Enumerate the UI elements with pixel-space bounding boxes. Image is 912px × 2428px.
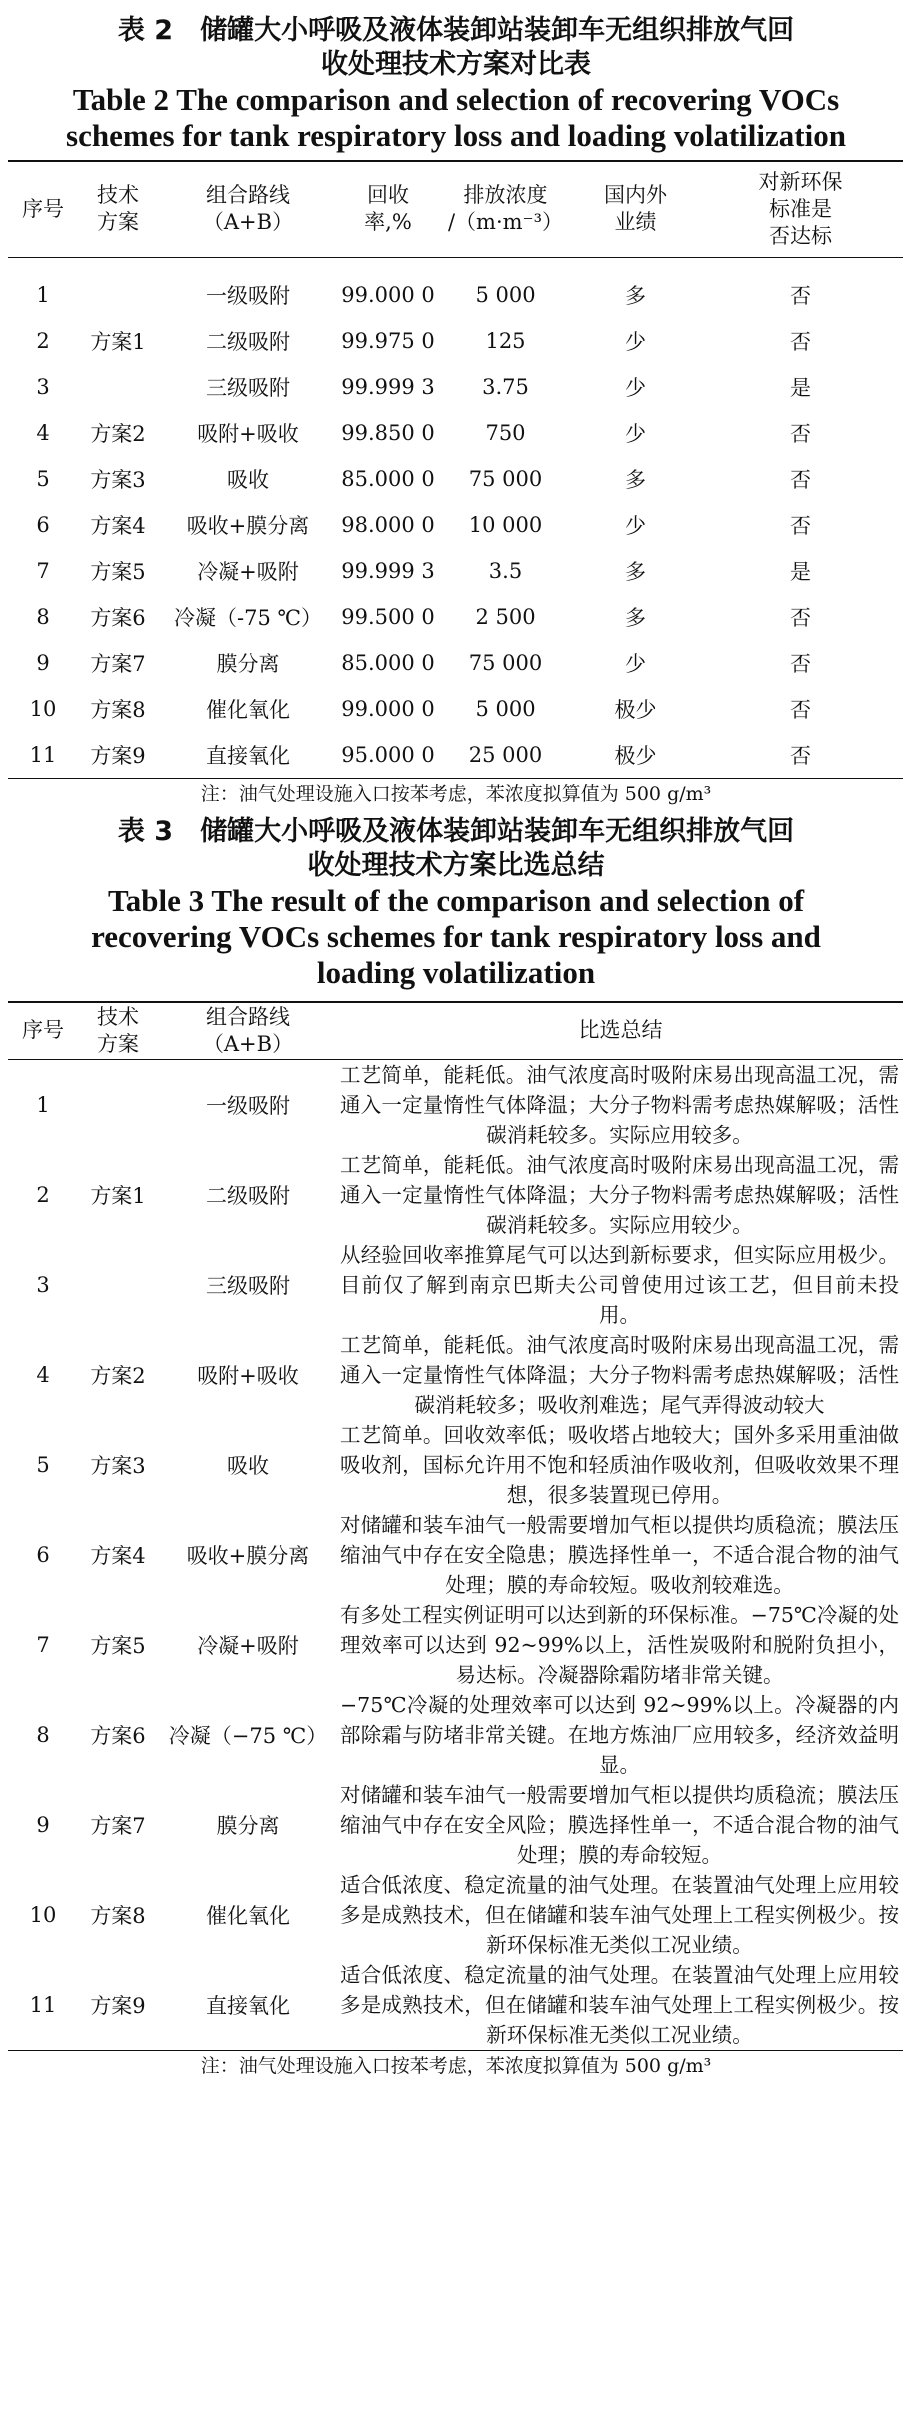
- table2-cell-scheme: [78, 257, 158, 318]
- table2-header-emission: 排放浓度 /（m·m⁻³）: [438, 161, 573, 257]
- table3-cell-summary: 对储罐和装车油气一般需要增加气柜以提供均质稳流；膜法压缩油气中存在安全风险；膜选择性单一，不适合混合物的油气处理；膜的寿命较短。: [340, 1783, 899, 1867]
- table2-cell-concentration: 75 000: [468, 650, 543, 675]
- table2-note: 注：油气处理设施入口按苯考虑，苯浓度拟算值为 500 g/m³: [200, 782, 712, 805]
- table2-cell-standard: 否: [698, 732, 903, 779]
- table2-row: [8, 257, 903, 318]
- table3-cell-summary: 从经验回收率推算尾气可以达到新标要求，但实际应用极少。目前仅了解到南京巴斯夫公司曾使用过该工艺，但目前未投用。: [340, 1243, 899, 1327]
- table3-cell-route: 一级吸附: [206, 1094, 290, 1118]
- table2-cell-scheme: 方案8: [90, 697, 146, 722]
- table3-cell-summary: −75℃冷凝的处理效率可以达到 92~99%以上。冷凝器的内部除霜与防堵非常关键。在地方炼油厂应用较多，经济效益明显。: [340, 1693, 899, 1777]
- table2-cell-standard: 否: [790, 651, 811, 676]
- table2-cell-performance: 多: [625, 605, 646, 630]
- table2-cell-rate: 95.000 0: [338, 732, 438, 779]
- table2-row: [8, 456, 903, 502]
- table2-row: [8, 548, 903, 594]
- table3-cell-summary: 适合低浓度、稳定流量的油气处理。在装置油气处理上应用较多是成熟技术，但在储罐和装车油气处理上工程实例极少。按新环保标准无类似工况业绩。: [338, 1960, 903, 2051]
- table2-cell-scheme: 方案3: [90, 467, 146, 492]
- table3-cell-summary: 工艺简单，能耗低。油气浓度高时吸附床易出现高温工况，需通入一定量惰性气体降温；大分子物料需考虑热媒解吸；活性碳消耗较多。实际应用较少。: [340, 1153, 899, 1237]
- table3-cell-route: 吸收: [227, 1454, 269, 1478]
- table2-cell-scheme: 方案2: [90, 421, 146, 446]
- table2-cell-no: 11: [8, 732, 78, 779]
- table2-cell-route: 直接氧化: [158, 732, 338, 779]
- table2-cell-performance: 极少: [573, 732, 698, 779]
- table3-cell-scheme: [78, 1240, 158, 1330]
- table3-cell-route: 冷凝（−75 ℃）: [168, 1724, 328, 1748]
- table2-cell-rate: 99.999 3: [341, 374, 435, 399]
- table3-cell-no: 5: [36, 1453, 50, 1477]
- table3-cell-scheme: 方案9: [78, 1960, 158, 2051]
- table3-note: 注：油气处理设施入口按苯考虑，苯浓度拟算值为 500 g/m³: [200, 2055, 712, 2077]
- table2-cell-rate: 85.000 0: [341, 466, 435, 491]
- table2-cell-performance: 少: [625, 375, 646, 400]
- table2-cell-rate: 98.000 0: [341, 512, 435, 537]
- table2-cell-scheme: 方案5: [90, 559, 146, 584]
- table2-title-en-line2: schemes for tank respiratory loss and loading volatilization: [66, 118, 846, 153]
- table2-cell-concentration: 10 000: [468, 512, 543, 537]
- table2-caption: [0, 0, 912, 154]
- table3-cell-summary: 对储罐和装车油气一般需要增加气柜以提供均质稳流；膜法压缩油气中存在安全隐患；膜选择性单一，不适合混合物的油气处理；膜的寿命较短。吸收剂较难选。: [340, 1513, 899, 1597]
- table3-cell-summary: 有多处工程实例证明可以达到新的环保标准。−75℃冷凝的处理效率可以达到 92~99%以上，活性炭吸附和脱附负担小，易达标。冷凝器除霜防堵非常关键。: [340, 1603, 899, 1687]
- table2-cell-performance: 少: [625, 651, 646, 676]
- table3-caption: [0, 811, 912, 991]
- table2-cell-concentration: 5 000: [475, 282, 536, 307]
- table2-cell-no: 9: [36, 650, 50, 675]
- table3-cell-summary: 工艺简单，能耗低。油气浓度高时吸附床易出现高温工况，需通入一定量惰性气体降温；大分子物料需考虑热媒解吸；活性碳消耗较多。实际应用较多。: [340, 1063, 899, 1147]
- table3-row: [8, 1150, 903, 1240]
- table3-cell-route: 直接氧化: [158, 1960, 338, 2051]
- table2-row: [8, 594, 903, 640]
- table3-cell-no: 3: [36, 1273, 50, 1297]
- table3-cell-route: 三级吸附: [206, 1274, 290, 1298]
- table2-cell-scheme: 方案1: [90, 329, 146, 354]
- table3-title-cn-line2: 收处理技术方案比选总结: [307, 849, 605, 881]
- table2-cell-no: 6: [36, 512, 50, 537]
- table3-header-no: 序号: [8, 1002, 78, 1060]
- table3-title-en-line3: loading volatilization: [316, 954, 596, 990]
- table2-cell-no: 2: [36, 328, 50, 353]
- table3-cell-route: 催化氧化: [206, 1904, 290, 1928]
- table2-cell-route: 吸附+吸收: [197, 421, 299, 446]
- table2-cell-standard: 否: [790, 329, 811, 354]
- table3-row: [8, 1060, 903, 1151]
- table2-cell-no: 4: [36, 420, 50, 445]
- table2-cell-performance: 多: [625, 559, 646, 584]
- table3-header-row: [8, 1002, 903, 1060]
- table3-row: [8, 1330, 903, 1420]
- table2-row: [8, 410, 903, 456]
- table2-cell-route: 吸收+膜分离: [186, 513, 310, 538]
- table3-cell-summary: 工艺简单。回收效率低；吸收塔占地较大；国外多采用重油做吸收剂，国标允许用不饱和轻质油作吸收剂，但吸收效果不理想，很多装置现已停用。: [340, 1423, 899, 1507]
- table2-cell-no: 3: [36, 374, 50, 399]
- table2-cell-no: 10: [29, 696, 57, 721]
- table2: [8, 160, 903, 779]
- table2-cell-concentration: 2 500: [475, 604, 536, 629]
- table3-cell-route: 膜分离: [216, 1814, 280, 1838]
- table2-cell-standard: 否: [790, 513, 811, 538]
- table2-row: [8, 318, 903, 364]
- table3-header-scheme: 技术 方案: [78, 1002, 158, 1060]
- table2-cell-performance: 少: [625, 329, 646, 354]
- table2-cell-performance: 多: [625, 283, 646, 308]
- table3-cell-summary: 工艺简单，能耗低。油气浓度高时吸附床易出现高温工况，需通入一定量惰性气体降温；大分子物料需考虑热媒解吸；活性碳消耗较多；吸收剂难选；尾气弄得波动较大: [340, 1333, 899, 1417]
- table3-cell-scheme: 方案4: [90, 1544, 146, 1568]
- table2-cell-scheme: 方案7: [90, 651, 146, 676]
- table2-header-scheme: 技术 方案: [78, 161, 158, 257]
- table3-row: [8, 1780, 903, 1870]
- table2-cell-standard: 否: [790, 697, 811, 722]
- table2-cell-route: 一级吸附: [206, 283, 290, 308]
- table3-cell-route: 冷凝+吸附: [197, 1634, 299, 1658]
- table3-title-en-line1: Table 3 The result of the comparison and selection of: [107, 882, 805, 918]
- table2-cell-route: 膜分离: [216, 651, 280, 676]
- table2-title-en-line1: Table 2 The comparison and selection of recovering VOCs: [72, 82, 840, 117]
- table2-cell-standard: 否: [790, 467, 811, 492]
- table2-cell-concentration: 25 000: [438, 732, 573, 779]
- table3-cell-no: 4: [36, 1363, 50, 1387]
- table2-row: [8, 640, 903, 686]
- table2-row: [8, 364, 903, 410]
- table2-cell-scheme: 方案6: [90, 605, 146, 630]
- table2-cell-performance: 多: [625, 467, 646, 492]
- table2-cell-rate: 99.000 0: [341, 282, 435, 307]
- table2-cell-standard: 否: [790, 605, 811, 630]
- table2-cell-performance: 极少: [614, 697, 657, 722]
- table3-cell-route: 吸附+吸收: [197, 1364, 299, 1388]
- table2-cell-no: 1: [36, 282, 50, 307]
- table2-cell-concentration: 3.5: [488, 558, 523, 583]
- table3-cell-summary: 适合低浓度、稳定流量的油气处理。在装置油气处理上应用较多是成熟技术，但在储罐和装车油气处理上工程实例极少。按新环保标准无类似工况业绩。: [340, 1873, 899, 1957]
- table3-cell-no: 9: [36, 1813, 50, 1837]
- table3-cell-scheme: 方案3: [90, 1454, 146, 1478]
- table3-cell-scheme: 方案2: [90, 1364, 146, 1388]
- table2-cell-rate: 99.999 3: [341, 558, 435, 583]
- table3-title-cn-line1: 表 3 储罐大小呼吸及液体装卸站装卸车无组织排放气回: [117, 815, 795, 847]
- table3-cell-scheme: 方案7: [90, 1814, 146, 1838]
- table3-row: [8, 1240, 903, 1330]
- table2-cell-route: 冷凝+吸附: [197, 559, 299, 584]
- table3-cell-scheme: 方案1: [90, 1184, 146, 1208]
- table2-cell-rate: 85.000 0: [341, 650, 435, 675]
- table2-cell-scheme: 方案9: [78, 732, 158, 779]
- table3-cell-no: 8: [36, 1723, 50, 1747]
- table2-cell-rate: 99.500 0: [341, 604, 435, 629]
- table2-row: [8, 732, 903, 779]
- table3-cell-scheme: 方案8: [90, 1904, 146, 1928]
- table3-header-summary: 比选总结: [338, 1002, 903, 1060]
- table2-cell-rate: 99.000 0: [341, 696, 435, 721]
- table3: [8, 1001, 903, 2052]
- table3-header-route: 组合路线 （A+B）: [158, 1002, 338, 1060]
- table3-cell-no: 10: [29, 1903, 57, 1927]
- table2-cell-performance: 少: [625, 513, 646, 538]
- table3-cell-no: 7: [36, 1633, 50, 1657]
- table2-cell-concentration: 5 000: [475, 696, 536, 721]
- table2-header-recovery: 回收 率,%: [338, 161, 438, 257]
- table2-cell-route: 冷凝（-75 ℃）: [174, 605, 322, 630]
- table2-cell-concentration: 75 000: [468, 466, 543, 491]
- table2-header-route: 组合路线 （A+B）: [158, 161, 338, 257]
- table3-row: [8, 1510, 903, 1600]
- table2-cell-route: 催化氧化: [206, 697, 290, 722]
- table2-title-cn-line2: 收处理技术方案对比表: [321, 49, 591, 80]
- table3-title-en-line2: recovering VOCs schemes for tank respiratory loss and: [91, 918, 821, 954]
- table2-cell-route: 三级吸附: [206, 375, 290, 400]
- table2-cell-route: 二级吸附: [206, 329, 290, 354]
- table3-row: [8, 1600, 903, 1690]
- table2-header-standard: 对新环保 标准是 否达标: [698, 161, 903, 257]
- table2-cell-standard: 否: [790, 421, 811, 446]
- table2-cell-standard: 是: [790, 559, 811, 584]
- table3-cell-scheme: [78, 1060, 158, 1151]
- table3-cell-no: 11: [8, 1960, 78, 2051]
- table3-row: [8, 1690, 903, 1780]
- table2-cell-standard: 否: [790, 283, 811, 308]
- table3-cell-no: 1: [36, 1093, 50, 1117]
- table2-cell-standard: 是: [790, 375, 811, 400]
- table2-cell-route: 吸收: [227, 467, 269, 492]
- table2-header-no: 序号: [8, 161, 78, 257]
- table2-cell-concentration: 750: [485, 420, 526, 445]
- table2-row: [8, 686, 903, 732]
- table2-header-row: [8, 161, 903, 257]
- table2-cell-scheme: [78, 364, 158, 410]
- table2-cell-rate: 99.850 0: [341, 420, 435, 445]
- table2-cell-rate: 99.975 0: [341, 328, 435, 353]
- table3-body: [8, 1060, 903, 2051]
- table2-title-cn-line1: 表 2 储罐大小呼吸及液体装卸站装卸车无组织排放气回: [117, 15, 795, 46]
- table3-cell-route: 吸收+膜分离: [186, 1544, 310, 1568]
- table3-row: [8, 1870, 903, 1960]
- table2-cell-no: 7: [36, 558, 50, 583]
- table3-row: [8, 1960, 903, 2051]
- table2-cell-scheme: 方案4: [90, 513, 146, 538]
- table2-body: [8, 257, 903, 778]
- table3-row: [8, 1420, 903, 1510]
- table2-cell-no: 8: [36, 604, 50, 629]
- table2-cell-concentration: 125: [485, 328, 526, 353]
- table2-row: [8, 502, 903, 548]
- table2-cell-concentration: 3.75: [482, 374, 529, 399]
- table2-header-domestic: 国内外 业绩: [573, 161, 698, 257]
- table3-cell-scheme: 方案5: [90, 1634, 146, 1658]
- table2-cell-no: 5: [36, 466, 50, 491]
- table3-cell-no: 2: [36, 1183, 50, 1207]
- table2-cell-performance: 少: [625, 421, 646, 446]
- table3-cell-no: 6: [36, 1543, 50, 1567]
- table3-cell-scheme: 方案6: [90, 1724, 146, 1748]
- table3-cell-route: 二级吸附: [206, 1184, 290, 1208]
